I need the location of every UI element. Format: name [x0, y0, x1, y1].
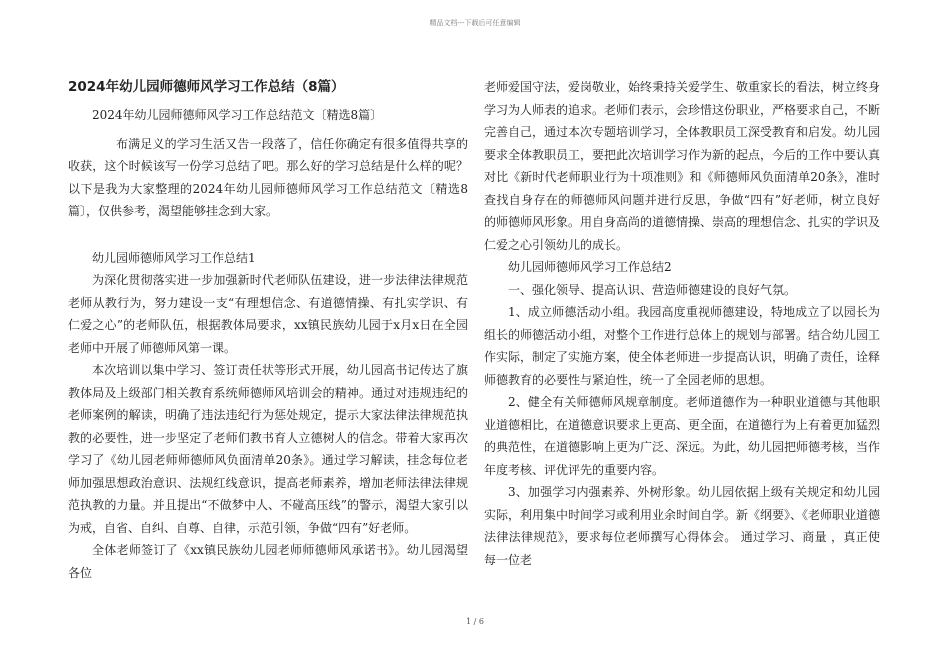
- document-title: 2024年幼儿园师德师风学习工作总结（8篇）: [68, 79, 345, 95]
- section2-paragraph-2: 2、健全有关师德师风规章制度。老师道德作为一种职业道德与其他职业道德相比，在道德意识要求上更高、更全面，在道德行为上有着更加猛烈的典范性，在道德影响上更为广泛、深远。为此，幼儿园把师德考核，当作年度考核、评优评先的重要内容。: [484, 395, 881, 477]
- section2-paragraph-1: 1、成立师德活动小组。我园高度重视师德建设，特地成立了以园长为组长的师德活动小组，对整个工作进行总体上的规划与部署。结合幼儿园工作实际，制定了实施方案，使全体老师进一步提高认识，明确了责任，诠释师德教育的必要性与紧迫性，统一了全园老师的思想。: [484, 305, 881, 387]
- right-paragraph-1: 老师爱国守法，爱岗敬业，始终秉持关爱学生、敬重家长的看法，树立终身学习为人师表的追求。老师们表示，会珍惜这份职业，严格要求自己，不断完善自己，通过本次专题培训学习，全体教职员工深受教育和启发。幼儿园要求全体教职员工，要把此次培训学习作为新的起点，今后的工作中要认真对比《新时代老师职业行为十项准则》和《师德师风负面清单20条》，准时查找自身存在的师德师风问题并进行反思，争做“四有”好老师，树立良好的师德师风形象。用自身高尚的道德情操、崇高的理想信念、扎实的学识及仁爱之心引领幼儿的成长。: [484, 80, 881, 252]
- section2-heading-item-1: 一、强化领导、提高认识、营造师德建设的良好气氛。: [508, 282, 797, 297]
- right-column: [484, 76, 880, 571]
- section-heading-2: 幼儿园师德师风学习工作总结2: [508, 260, 672, 274]
- page-number: 1 / 6: [466, 617, 484, 626]
- section-heading-1: 幼儿园师德师风学习工作总结1: [92, 250, 256, 265]
- section2-paragraph-3: 3、加强学习内强素养、外树形象。幼儿园依据上级有关规定和幼儿园实际，利用集中时间学习或利用业余时间自学。新《纲要》、《老师职业道德法律法律规范》，要求每位老师撰写心得体会。 通过学习、商量 ，真正使每一位老: [484, 485, 881, 567]
- page-header-note: 精品文档---下载后可任意编辑: [429, 19, 521, 27]
- document-subtitle: 2024年幼儿园师德师风学习工作总结范文〔精选8篇〕: [92, 108, 383, 122]
- section1-paragraph-2: 本次培训以集中学习、签订责任状等形式开展，幼儿园高书记传达了旗教体局及上级部门相关教育系统师德师风培训会的精神。通过对违规违纪的老师案例的解读，明确了违法违纪行为惩处规定，提示大家法律法律规范执教的必要性，进一步坚定了老师们教书育人立德树人的信念。带着大家再次学习了《幼儿园老师师德师风负面清单20条》。通过学习解读，挂念每位老师加强思想政治意识、法规红线意识，提高老师素养，增加老师法律法律规范执教的力量。并且提出“不做梦中人、不碰高压线”的警示，渴望大家引以为戒，自省、自纠、自尊、自律，示范引领，争做“四有”好老师。: [68, 363, 468, 535]
- section1-paragraph-1: 为深化贯彻落实进一步加强新时代老师队伍建设，进一步法律法律规范老师从教行为，努力建设一支“有理想信念、有道德情操、有扎实学识、有仁爱之心”的老师队伍，根据教体局要求，xx镇民族幼儿园于x月x日在全园老师中开展了师德师风第一课。: [68, 273, 468, 355]
- section1-paragraph-3: 全体老师签订了《xx镇民族幼儿园老师师德师风承诺书》。幼儿园渴望各位: [68, 543, 468, 580]
- intro-paragraph: 布满足义的学习生活又告一段落了，信任你确定有很多值得共享的收获，这个时候该写一份学习总结了吧。那么好的学习总结是什么样的呢？以下是我为大家整理的2024年幼儿园师德师风学习工作总结范文〔精选8篇〕，仅供参考，渴望能够挂念到大家。: [68, 136, 468, 218]
- left-column: [68, 76, 468, 584]
